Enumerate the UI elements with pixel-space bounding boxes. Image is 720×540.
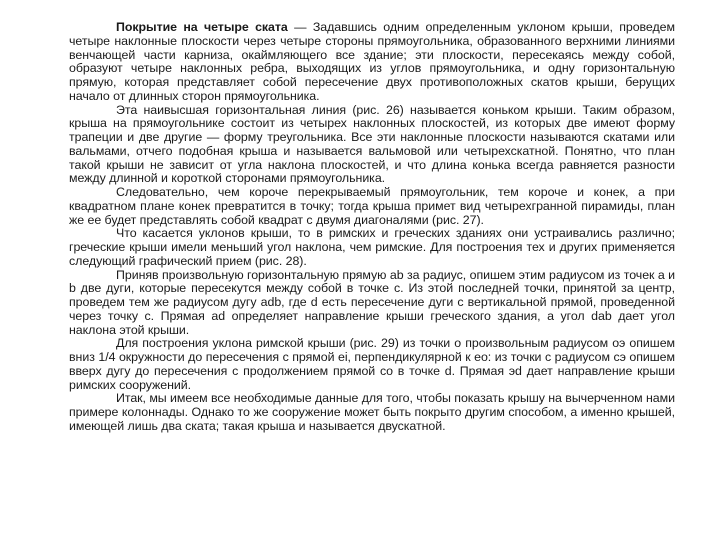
paragraph-greek-roof: Приняв произвольную горизонтальную прямую ab за радиус, опишем этим радиусом из точек a и b две дуги, которые пересекутся между собой в точке c. Из этой последней точки, принятой за центр, проведем тем же радиусом дугу adb, где d есть пересечение дуги с вертикальной прямой, проведенной через точку c. Прямая ad определяет направление крыши греческого здания, а угол dab дает угол наклона этой крыши. xyxy=(69,267,675,337)
paragraph-ridge: Эта наивысшая горизонтальная линия (рис. 26) называется коньком крыши. Таким образом, крыша на прямоугольнике состоит из четырех наклонных плоскостей, из которых две имеют форму трапеции и две другие — форму треугольника. Все эти наклонные плоскости называются скатами или вальмами, отчего подобная крыша и называется вальмовой или четырехскатной. Понятно, что план такой крыши не зависит от угла наклона плоскостей, и что длина конька всегда равняется разности между длинной и короткой сторонами прямоугольника. xyxy=(69,102,675,186)
paragraph-slopes: Что касается уклонов крыши, то в римских и греческих зданиях они устраивались различно; греческие крыши имели меньший угол наклона, чем римские. Для построения тех и других применяется следующий графический прием (рис. 28). xyxy=(69,226,675,268)
paragraph-roman-roof: Для построения уклона римской крыши (рис. 29) из точки o произвольным радиусом oэ опишем вниз 1/4 окружности до пересечения с прямой ei, перпендикулярной к eo: из точки c радиусом cэ опишем вверх дугу до пересечения с продолжением прямой co в точке d. Прямая эd дает направление крыши римских сооружений. xyxy=(69,336,675,392)
section-heading: Покрытие на четыре ската xyxy=(116,20,288,34)
document-page xyxy=(69,21,675,434)
paragraph-text: — Задавшись одним определенным уклоном крыши, проведем четыре наклонные плоскости через четыре стороны прямоугольника, образованного верхними линиями венчающей части карниза, окаймляющего все здание; эти плоскости, пересекаясь между собой, образуют четыре наклонных ребра, выходящих из углов прямоугольника, и одну горизонтальную прямую, которая представляет собой пересечение двух противоположных скатов крыши, берущих начало от длинных сторон прямоугольника. xyxy=(69,20,675,103)
paragraph-hip-roof xyxy=(69,21,675,104)
paragraph-square-plan: Следовательно, чем короче перекрываемый прямоугольник, тем короче и конек, а при квадратном плане конек превратится в точку; тогда крыша примет вид четырехгранной пирамиды, план же ее будет представлять собой квадрат с двумя диагоналями (рис. 27). xyxy=(69,185,675,227)
paragraph-gable-roof: Итак, мы имеем все необходимые данные для того, чтобы показать крышу на вычерченном нами примере колоннады. Однако то же сооружение может быть покрыто другим способом, а именно крышей, имеющей лишь два ската; такая крыша и называется двускатной. xyxy=(69,391,675,433)
